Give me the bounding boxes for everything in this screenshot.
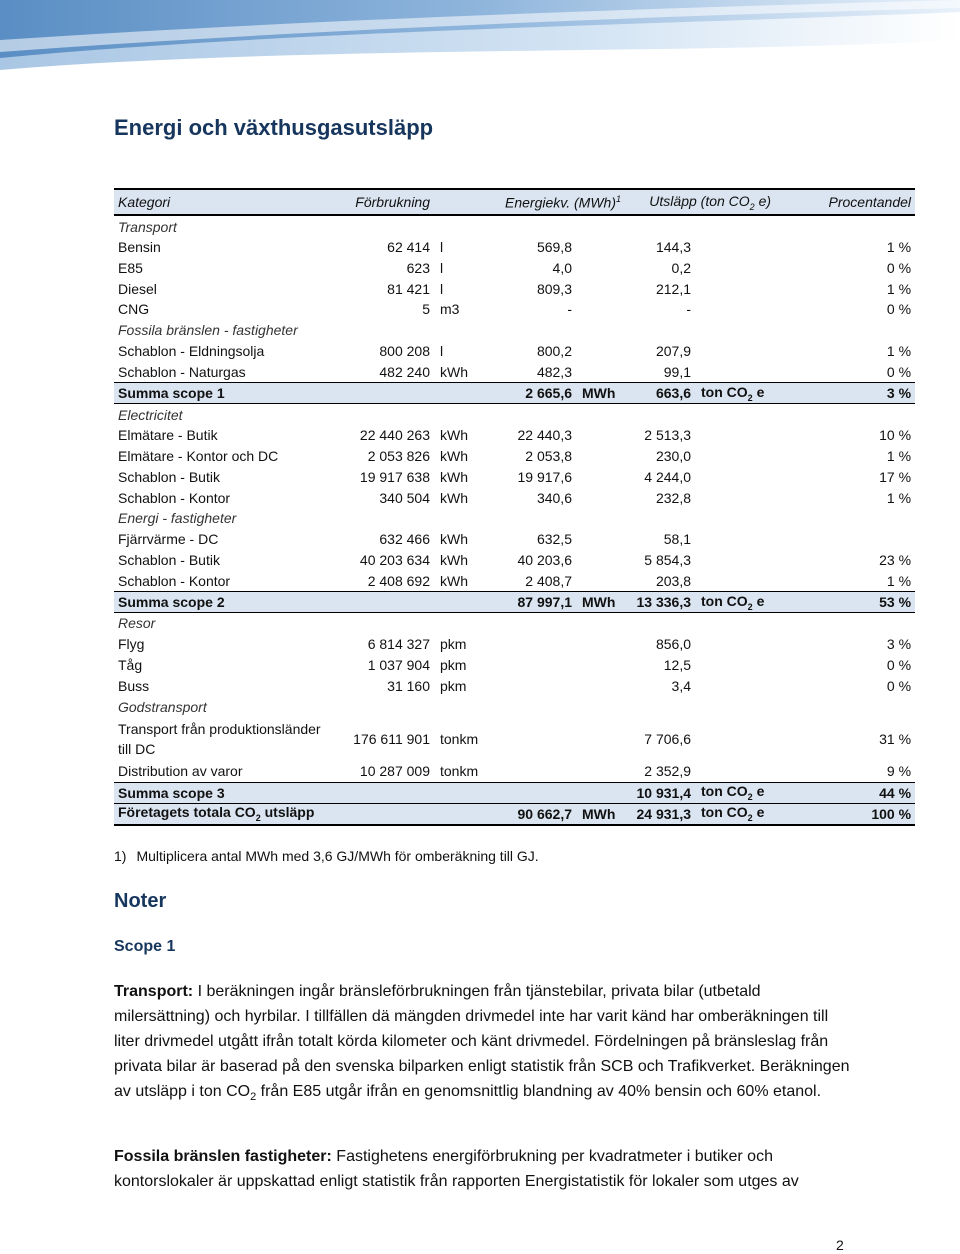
row-mwh (506, 675, 576, 696)
row-amount: 1 037 904 (367, 656, 430, 673)
section-label: Godstransport (118, 698, 207, 715)
row-label: Schablon - Eldningsolja (118, 343, 265, 360)
table-row (114, 361, 915, 382)
row-mwh: 2 408,7 (525, 572, 572, 589)
row-pct: 10 % (879, 427, 912, 444)
summary-row (114, 803, 915, 825)
row-unit: pkm (440, 636, 467, 653)
row-pct: 1 % (886, 239, 912, 256)
row-pct: 17 % (879, 468, 912, 485)
row-amount: 5 (422, 301, 430, 318)
summary-co2-unit: ton $CO_2$ e (695, 782, 775, 803)
row-label: E85 (118, 260, 143, 277)
row-spacer (695, 634, 775, 655)
summary-spacer (434, 591, 506, 612)
table-row (114, 529, 915, 550)
table-row (114, 467, 915, 488)
row-amount: 22 440 263 (359, 427, 430, 444)
row-mwh: - (567, 301, 572, 318)
row-label: Schablon - Kontor (118, 572, 231, 589)
emissions-table (114, 188, 915, 826)
row-spacer (695, 487, 775, 508)
summary-spacer (434, 803, 506, 825)
section-label: Transport (118, 218, 177, 235)
row-spacer (695, 655, 775, 676)
row-label: Buss (118, 677, 150, 694)
row-mwh: 22 440,3 (517, 427, 572, 444)
row-spacer (576, 675, 625, 696)
row-unit: l (440, 239, 444, 256)
row-pct: 1 % (886, 572, 912, 589)
header-procentandel: Procentandel (775, 189, 915, 215)
row-amount: 623 (406, 260, 430, 277)
section-row (114, 508, 915, 529)
row-unit: pkm (440, 677, 467, 694)
row-amount: 2 408 692 (367, 572, 430, 589)
row-spacer (576, 299, 625, 320)
table-row (114, 425, 915, 446)
summary-spacer (434, 383, 506, 404)
row-spacer (576, 550, 625, 571)
summary-mwh-unit: MWh (576, 591, 625, 612)
row-co2: 212,1 (655, 280, 692, 297)
row-spacer (695, 299, 775, 320)
row-label: Distribution av varor (118, 763, 243, 780)
table-row (114, 237, 915, 258)
row-amount: 2 053 826 (367, 448, 430, 465)
row-spacer (576, 634, 625, 655)
row-mwh: 569,8 (536, 239, 572, 256)
row-mwh: 2 053,8 (525, 448, 572, 465)
row-spacer (576, 258, 625, 279)
row-label: Fjärrvärme - DC (118, 531, 219, 548)
summary-co2-unit: ton $CO_2$ e (695, 383, 775, 404)
row-co2: 203,8 (655, 572, 692, 589)
footnote (114, 848, 539, 864)
table-row (114, 446, 915, 467)
table-row (114, 487, 915, 508)
row-mwh: 4,0 (552, 260, 572, 277)
row-unit: l (440, 343, 444, 360)
row-co2: 232,8 (655, 489, 692, 506)
summary-label: Summa scope 2 (114, 591, 434, 612)
row-spacer (576, 278, 625, 299)
summary-pct: 100 % (775, 803, 915, 825)
row-label: Schablon - Butik (118, 468, 220, 485)
header-banner (0, 0, 960, 110)
row-spacer (695, 258, 775, 279)
section-row (114, 215, 915, 237)
row-amount: 40 203 634 (359, 551, 430, 568)
row-mwh: 809,3 (536, 280, 572, 297)
row-mwh: 19 917,6 (517, 468, 572, 485)
row-spacer (695, 717, 775, 761)
row-pct: 0 % (886, 656, 912, 673)
header-energiekv: Energiekv. (MWh)$^1$ (434, 189, 625, 215)
row-spacer (576, 467, 625, 488)
summary-row (114, 383, 915, 404)
row-spacer (695, 570, 775, 591)
table-row (114, 278, 915, 299)
row-co2: 2 513,3 (644, 427, 692, 444)
row-pct (775, 529, 915, 550)
row-spacer (576, 487, 625, 508)
table-row (114, 761, 915, 782)
row-mwh (506, 761, 576, 782)
summary-mwh (506, 782, 576, 803)
row-unit: l (440, 280, 444, 297)
summary-co2: 13 336,3 (625, 591, 695, 612)
row-spacer (695, 529, 775, 550)
row-co2: 856,0 (655, 636, 692, 653)
table-row (114, 299, 915, 320)
row-mwh (506, 717, 576, 761)
summary-co2-unit: ton $CO_2$ e (695, 803, 775, 825)
row-amount: 632 466 (379, 531, 430, 548)
row-pct: 1 % (886, 280, 912, 297)
row-pct: 1 % (886, 448, 912, 465)
row-label: Schablon - Naturgas (118, 363, 246, 380)
table-header (114, 189, 915, 215)
summary-mwh-unit: MWh (576, 803, 625, 825)
table-row (114, 258, 915, 279)
summary-pct: 53 % (775, 591, 915, 612)
table-row (114, 634, 915, 655)
row-spacer (695, 278, 775, 299)
row-co2: 7 706,6 (644, 731, 692, 747)
row-spacer (576, 361, 625, 382)
row-unit: kWh (440, 363, 468, 380)
header-utslapp: Utsläpp (ton $CO_2$ e) (625, 189, 775, 215)
row-amount: 482 240 (379, 363, 430, 380)
row-amount: 800 208 (379, 343, 430, 360)
section-label: Electricitet (118, 406, 183, 423)
row-unit: tonkm (440, 731, 479, 747)
row-co2: 58,1 (663, 531, 692, 548)
row-spacer (576, 341, 625, 362)
row-spacer (695, 446, 775, 467)
row-spacer (695, 425, 775, 446)
row-spacer (695, 675, 775, 696)
row-spacer (576, 425, 625, 446)
row-label: Transport från produktionsländer till DC (118, 721, 321, 757)
row-pct: 23 % (879, 551, 912, 568)
row-mwh: 340,6 (536, 489, 572, 506)
row-co2: 144,3 (655, 239, 692, 256)
row-unit: kWh (440, 468, 468, 485)
row-unit: tonkm (440, 763, 479, 780)
row-amount: 62 414 (387, 239, 430, 256)
section-row (114, 320, 915, 341)
section-label: Resor (118, 615, 156, 632)
row-unit: kWh (440, 572, 468, 589)
summary-label: Företagets totala $CO_2$ utsläpp (114, 803, 434, 825)
row-mwh (506, 655, 576, 676)
row-label: CNG (118, 301, 150, 318)
row-pct: 0 % (886, 301, 912, 318)
row-mwh: 800,2 (536, 343, 572, 360)
row-amount: 81 421 (387, 280, 430, 297)
row-unit: kWh (440, 448, 468, 465)
summary-label: Summa scope 1 (114, 383, 434, 404)
table-row (114, 550, 915, 571)
row-co2: 99,1 (663, 363, 692, 380)
row-pct: 0 % (886, 260, 912, 277)
row-amount: 6 814 327 (367, 636, 430, 653)
summary-mwh: 90 662,7 (506, 803, 576, 825)
section-row (114, 404, 915, 426)
section-row (114, 612, 915, 634)
row-pct: 1 % (886, 489, 912, 506)
row-spacer (576, 529, 625, 550)
summary-co2: 24 931,3 (625, 803, 695, 825)
row-amount: 176 611 901 (353, 731, 430, 747)
row-unit: kWh (440, 489, 468, 506)
row-unit: pkm (440, 656, 467, 673)
row-co2: 230,0 (655, 448, 692, 465)
row-pct: 9 % (886, 763, 912, 780)
row-label: Diesel (118, 280, 157, 297)
row-mwh (506, 634, 576, 655)
footnote-number: 1) (114, 848, 127, 864)
row-amount: 31 160 (387, 677, 430, 694)
row-spacer (695, 341, 775, 362)
note-fossila-label: Fossila bränslen fastigheter: (114, 1148, 332, 1165)
row-label: Schablon - Butik (118, 551, 220, 568)
page-number: 2 (836, 1237, 844, 1253)
row-pct: 3 % (886, 636, 912, 653)
row-spacer (576, 237, 625, 258)
summary-co2: 663,6 (625, 383, 695, 404)
row-spacer (576, 446, 625, 467)
summary-mwh-unit (576, 782, 625, 803)
row-spacer (576, 717, 625, 761)
row-label: Bensin (118, 239, 161, 256)
row-label: Elmätare - Kontor och DC (118, 448, 279, 465)
section-label: Energi - fastigheter (118, 510, 237, 527)
note-fossila: Fossila bränslen fastigheter: Fastighetens energiförbrukning per kvadratmeter i butiker och kontorslokaler är uppskattad enligt statistik från rapporten Energistatistik för lokaler som utges av (114, 1148, 799, 1190)
row-unit: kWh (440, 531, 468, 548)
table-row (114, 717, 915, 761)
row-spacer (695, 361, 775, 382)
row-co2: 5 854,3 (644, 551, 692, 568)
scope1-heading: Scope 1 (114, 938, 176, 955)
summary-mwh-unit: MWh (576, 383, 625, 404)
note-transport-label: Transport: (114, 983, 194, 1000)
header-forbrukning: Förbrukning (334, 189, 434, 215)
section-label: Fossila bränslen - fastigheter (118, 322, 298, 339)
row-mwh: 632,5 (536, 531, 572, 548)
row-co2: 4 244,0 (644, 468, 692, 485)
row-co2: 0,2 (671, 260, 692, 277)
row-co2: - (686, 301, 692, 318)
table-row (114, 655, 915, 676)
row-pct: 1 % (886, 343, 912, 360)
page-title: Energi och växthusgasutsläpp (114, 115, 434, 140)
summary-label: Summa scope 3 (114, 782, 434, 803)
row-co2: 2 352,9 (644, 763, 692, 780)
row-unit: l (440, 260, 444, 277)
note-transport: Transport: I beräkningen ingår bränsleförbrukningen från tjänstebilar, privata bilar (utbetald milersättning) och hyrbilar. I tillfällen dä mängden drivmedel inte har varit känd har omberäkningen till liter drivmedel utgått ifrån totalt körda kilometer och känt drivmedel. Fördelningen på bränsleslag från privata bilar är baserad på den svenska bilparken enligt statistik från SCB och Trafikverket. Beräkningen av utsläpp i ton $CO_2$ från E85 utgår ifrån en genomsnittlig blandning av 40% bensin och 60% etanol. (114, 983, 850, 1104)
row-spacer (695, 237, 775, 258)
summary-row (114, 591, 915, 612)
row-amount: 19 917 638 (359, 468, 430, 485)
section-row (114, 696, 915, 717)
row-co2: 3,4 (671, 677, 692, 694)
notes-heading: Noter (114, 890, 167, 912)
row-label: Flyg (118, 636, 145, 653)
summary-pct: 44 % (775, 782, 915, 803)
row-label: Schablon - Kontor (118, 489, 231, 506)
summary-co2: 10 931,4 (625, 782, 695, 803)
summary-row (114, 782, 915, 803)
row-spacer (695, 467, 775, 488)
summary-mwh: 87 997,1 (506, 591, 576, 612)
footnote-text: Multiplicera antal MWh med 3,6 GJ/MWh för omberäkning till GJ. (136, 848, 539, 864)
row-spacer (695, 761, 775, 782)
row-amount: 340 504 (379, 489, 430, 506)
row-pct: 0 % (886, 363, 912, 380)
row-label: Elmätare - Butik (118, 427, 218, 444)
summary-spacer (434, 782, 506, 803)
row-spacer (576, 570, 625, 591)
table-row (114, 341, 915, 362)
row-pct: 0 % (886, 677, 912, 694)
summary-pct: 3 % (775, 383, 915, 404)
row-co2: 12,5 (663, 656, 692, 673)
row-mwh: 40 203,6 (517, 551, 572, 568)
row-label: Tåg (118, 656, 143, 673)
header-kategori: Kategori (114, 189, 334, 215)
summary-mwh: 2 665,6 (506, 383, 576, 404)
row-spacer (576, 761, 625, 782)
row-co2: 207,9 (655, 343, 692, 360)
row-pct: 31 % (879, 731, 912, 747)
row-mwh: 482,3 (536, 363, 572, 380)
table-row (114, 570, 915, 591)
table-row (114, 675, 915, 696)
row-spacer (695, 550, 775, 571)
row-unit: kWh (440, 427, 468, 444)
row-spacer (576, 655, 625, 676)
row-amount: 10 287 009 (359, 763, 430, 780)
row-unit: m3 (440, 301, 460, 318)
row-unit: kWh (440, 551, 468, 568)
summary-co2-unit: ton $CO_2$ e (695, 591, 775, 612)
